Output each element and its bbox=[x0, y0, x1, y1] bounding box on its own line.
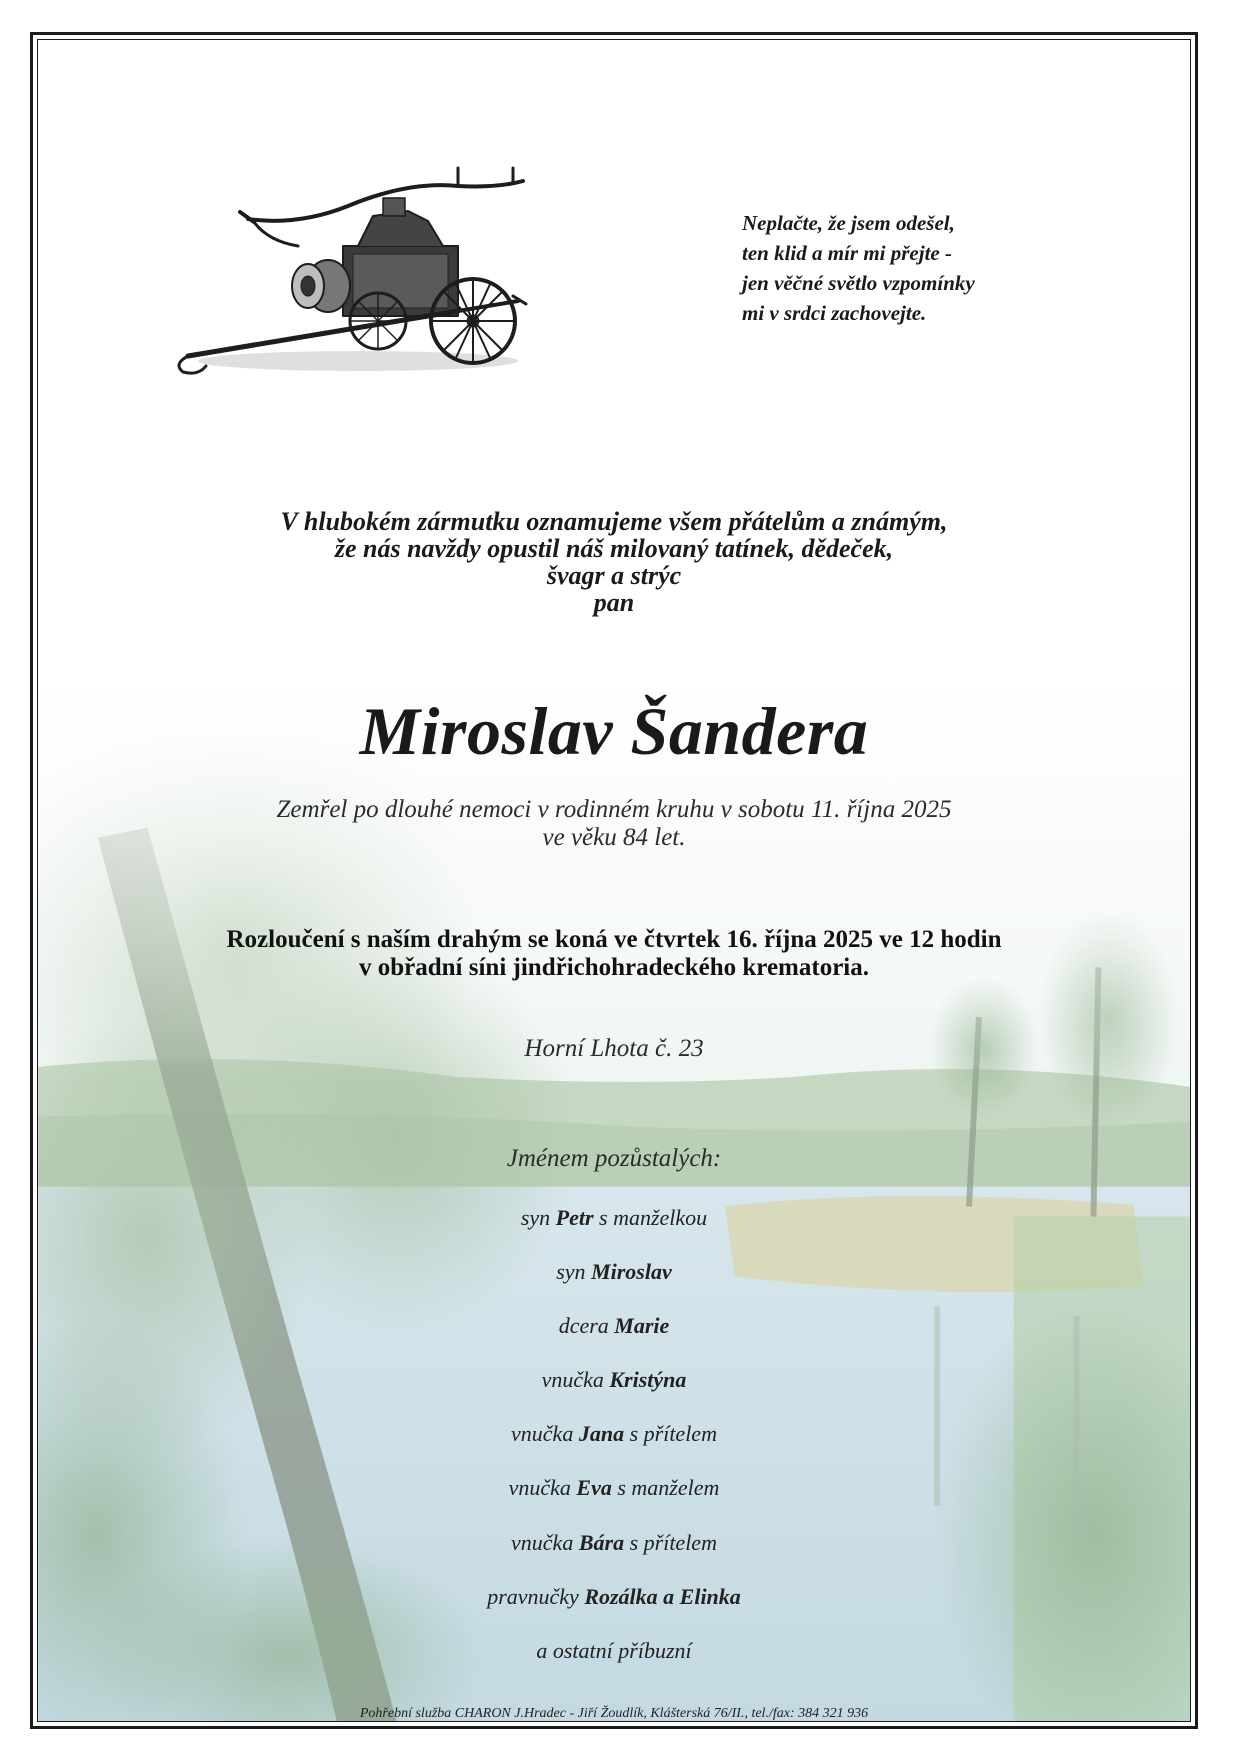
mourner-name: Marie bbox=[614, 1313, 670, 1338]
mourner-relation: syn bbox=[520, 1205, 551, 1230]
intro-line: švagr a strýc bbox=[546, 561, 682, 590]
mourner-suffix: s manželem bbox=[617, 1475, 720, 1500]
mourner-suffix: s přítelem bbox=[629, 1421, 717, 1446]
mourner-item bbox=[38, 1259, 1190, 1285]
announcement-intro bbox=[38, 508, 1190, 616]
mourner-relation: syn bbox=[556, 1259, 586, 1284]
verse-line: Neplačte, že jsem odešel, bbox=[742, 211, 955, 235]
fire-hand-pump-cart-icon bbox=[158, 136, 528, 376]
mourner-name: Rozálka a Elinka bbox=[584, 1584, 741, 1609]
intro-line: že nás navždy opustil náš milovaný tatínek, dědeček, bbox=[334, 534, 894, 563]
death-notice bbox=[38, 796, 1190, 852]
mourner-suffix: s manželkou bbox=[599, 1205, 708, 1230]
death-notice-line: ve věku 84 let. bbox=[542, 824, 686, 851]
mourner-item bbox=[38, 1313, 1190, 1339]
mourner-item bbox=[38, 1638, 1190, 1664]
funeral-service-footer: Pohřební služba CHARON J.Hradec - Jiří Žoudlík, Klášterská 76/II., tel./fax: 384 321 936 bbox=[359, 1706, 869, 1721]
mourner-name: Kristýna bbox=[609, 1367, 687, 1392]
intro-line: pan bbox=[593, 588, 635, 617]
mourner-relation: dcera bbox=[558, 1313, 609, 1338]
death-notice-line: Zemřel po dlouhé nemoci v rodinném kruhu v sobotu 11. října 2025 bbox=[276, 796, 952, 823]
mourner-item bbox=[38, 1584, 1190, 1610]
mourner-name: Jana bbox=[578, 1421, 625, 1446]
mourner-item bbox=[38, 1205, 1190, 1231]
page-border-inner bbox=[37, 39, 1191, 1722]
verse-line: ten klid a mír mi přejte - bbox=[742, 241, 952, 265]
mourner-item bbox=[38, 1475, 1190, 1501]
verse-line: mi v srdci zachovejte. bbox=[742, 301, 927, 325]
mourner-relation: vnučka bbox=[511, 1530, 574, 1555]
funeral-details bbox=[38, 926, 1190, 982]
mourner-name: Eva bbox=[576, 1475, 612, 1500]
address: Horní Lhota č. 23 bbox=[524, 1035, 704, 1062]
obituary-content bbox=[38, 40, 1190, 1721]
mourner-relation: vnučka bbox=[508, 1475, 571, 1500]
funeral-details-line: v obřadní síni jindřichohradeckého krematoria. bbox=[359, 954, 869, 981]
deceased-name: Miroslav Šandera bbox=[359, 693, 869, 769]
mourner-item bbox=[38, 1421, 1190, 1447]
funeral-details-line: Rozloučení s naším drahým se koná ve čtvrtek 16. října 2025 ve 12 hodin bbox=[226, 926, 1002, 953]
mourners-heading: Jménem pozůstalých: bbox=[506, 1145, 722, 1172]
mourner-item bbox=[38, 1367, 1190, 1393]
mourner-name: Miroslav bbox=[591, 1259, 672, 1284]
mourner-relation: a ostatní příbuzní bbox=[536, 1638, 692, 1663]
page-border-outer bbox=[30, 32, 1198, 1729]
memorial-verse bbox=[742, 208, 1062, 328]
mourner-name: Bára bbox=[578, 1530, 625, 1555]
intro-line: V hlubokém zármutku oznamujeme všem přátelům a známým, bbox=[280, 507, 948, 536]
verse-line: jen věčné světlo vzpomínky bbox=[742, 271, 975, 295]
mourner-relation: vnučka bbox=[511, 1421, 574, 1446]
mourner-item bbox=[38, 1530, 1190, 1556]
mourner-relation: pravnučky bbox=[487, 1584, 579, 1609]
mourner-suffix: s přítelem bbox=[629, 1530, 717, 1555]
mourner-name: Petr bbox=[555, 1205, 594, 1230]
mourner-relation: vnučka bbox=[541, 1367, 604, 1392]
